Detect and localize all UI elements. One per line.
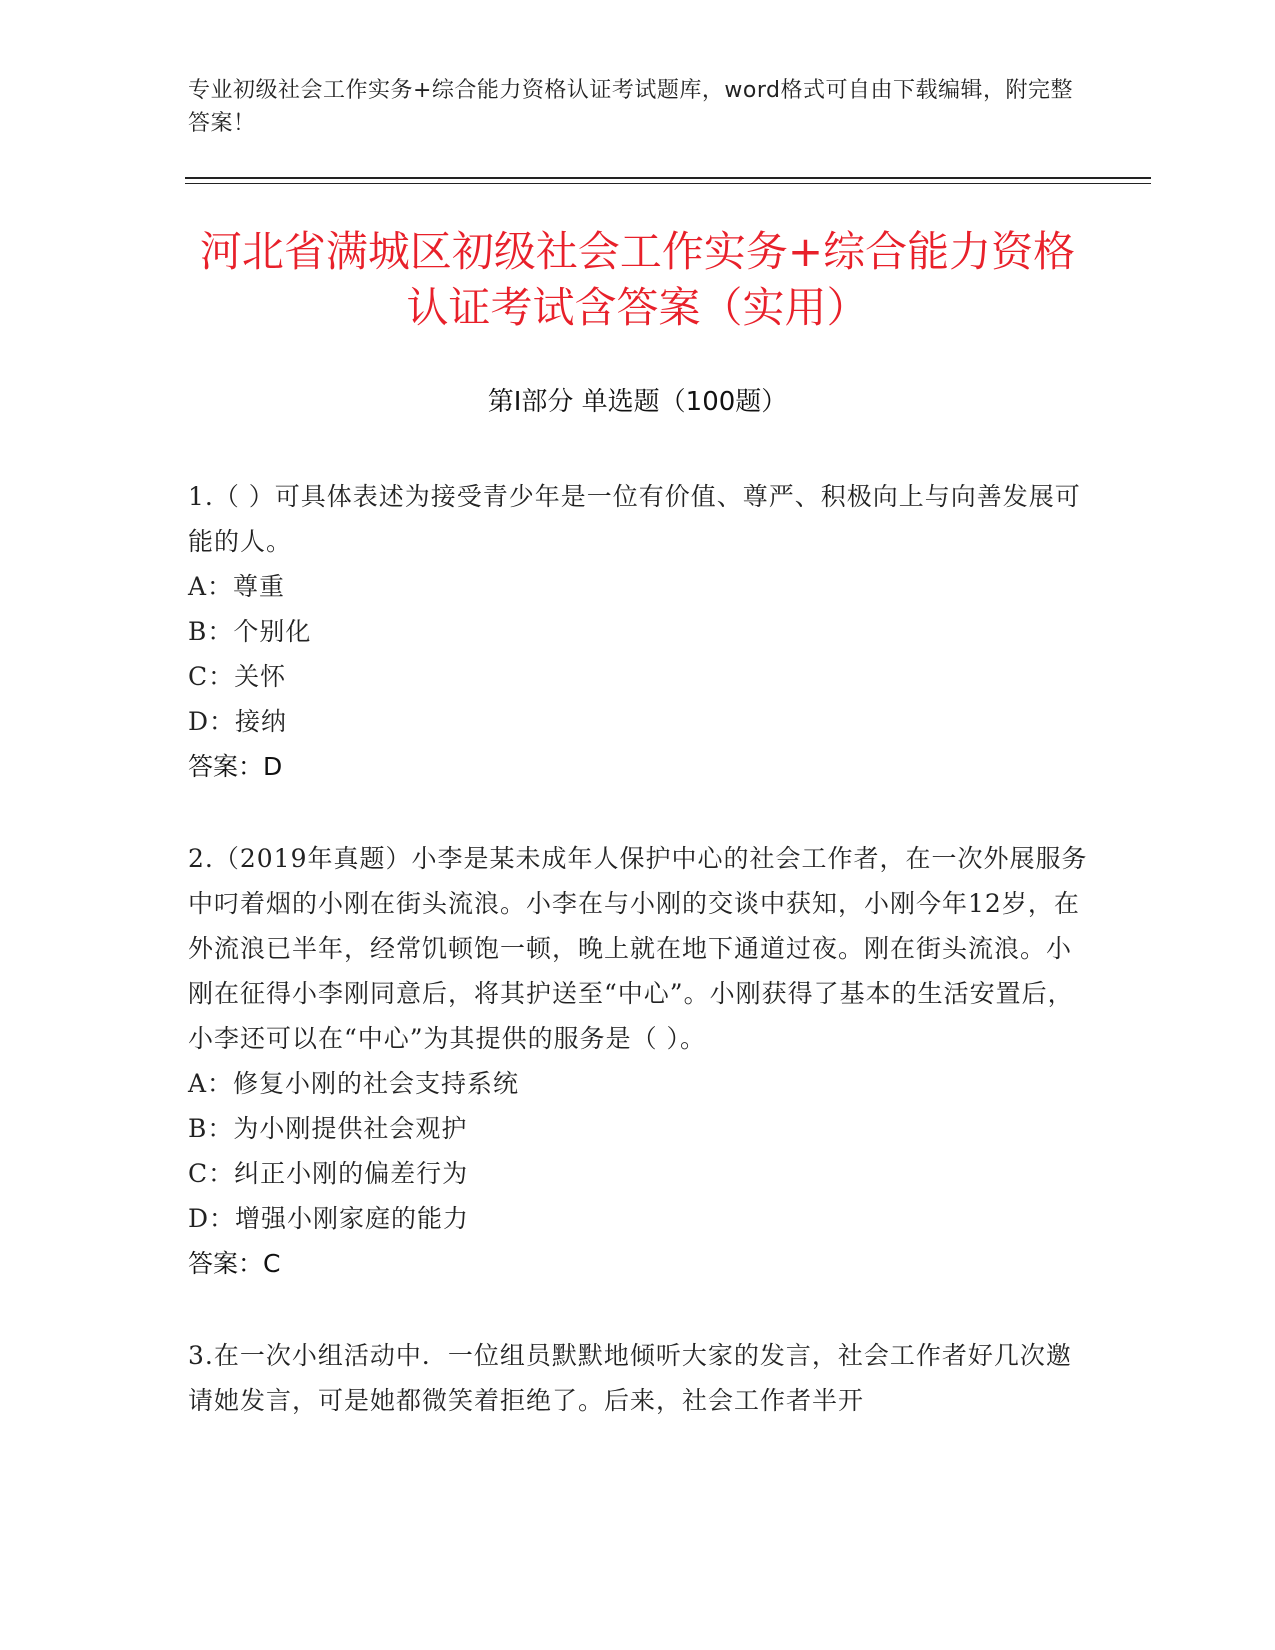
question-1 (188, 474, 1093, 789)
header-note: 专业初级社会工作实务+综合能力资格认证考试题库，word格式可自由下载编辑，附完整答案！ (188, 78, 1074, 136)
question-list (188, 474, 1093, 1470)
question-2 (188, 836, 1093, 1286)
question-3 (188, 1333, 1093, 1423)
option-a: A：尊重 (188, 572, 286, 601)
question-stem: 1.（ ）可具体表述为接受青少年是一位有价值、尊严、积极向上与向善发展可能的人。 (188, 482, 1081, 556)
document-title: 河北省满城区初级社会工作实务+综合能力资格认证考试含答案（实用） (199, 227, 1076, 332)
option-d: D：接纳 (188, 707, 288, 736)
option-a: A：修复小刚的社会支持系统 (188, 1069, 520, 1098)
question-stem: 2.（2019年真题）小李是某未成年人保护中心的社会工作者，在一次外展服务中叼着烟的小刚在街头流浪。小李在与小刚的交谈中获知，小刚今年12岁，在外流浪已半年，经常饥顿饱一顿，晚上就在地下通道过夜。刚在街头流浪。小刚在征得小李刚同意后，将其护送至“中心”。小刚获得了基本的生活安置后，小李还可以在“中心”为其提供的服务是（ ）。 (188, 844, 1088, 1053)
answer-line: 答案：D (188, 752, 283, 781)
option-c: C：纠正小刚的偏差行为 (188, 1159, 469, 1188)
option-c: C：关怀 (188, 662, 287, 691)
option-d: D：增强小刚家庭的能力 (188, 1204, 470, 1233)
answer-line: 答案：C (188, 1249, 281, 1278)
header-divider-thick (185, 177, 1151, 179)
section-heading: 第Ⅰ部分 单选题（100题） (487, 387, 788, 417)
header-divider-thin (185, 183, 1151, 184)
option-b: B：个别化 (188, 617, 312, 646)
option-b: B：为小刚提供社会观护 (188, 1114, 468, 1143)
question-stem: 3.在一次小组活动中．一位组员默默地倾听大家的发言，社会工作者好几次邀请她发言，可是她都微笑着拒绝了。后来，社会工作者半开 (188, 1341, 1072, 1415)
